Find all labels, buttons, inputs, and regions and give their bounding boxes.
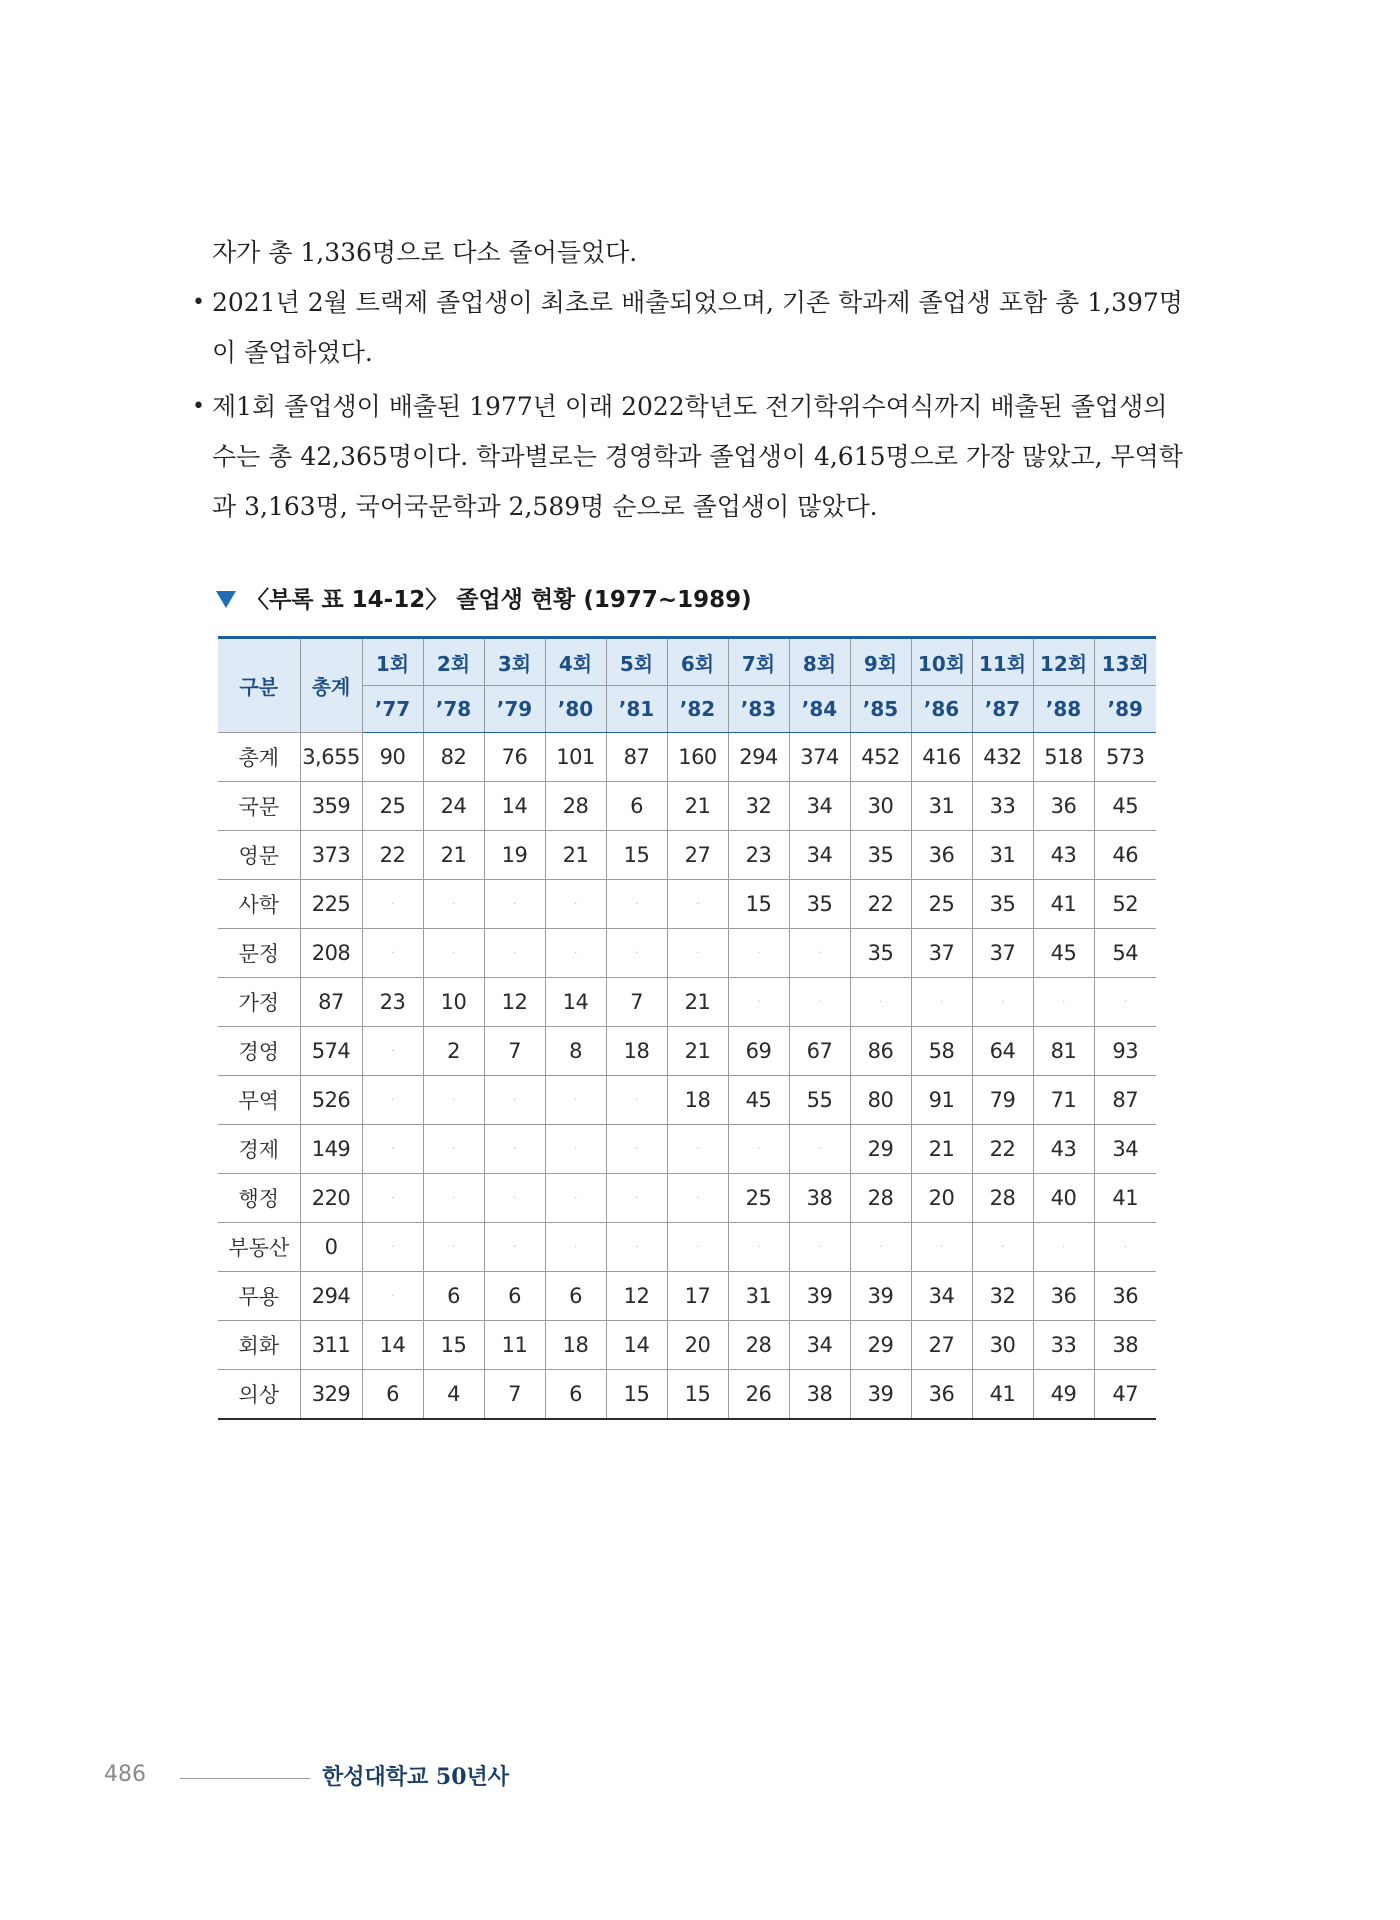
bullet-3-line-1: 제1회 졸업생이 배출된 1977년 이래 2022학년도 전기학위수여식까지 배출된 졸업생의 <box>212 392 1168 421</box>
table-cell: 6 <box>423 1272 484 1321</box>
table-cell: · <box>1094 978 1156 1027</box>
table-cell: 37 <box>911 929 972 978</box>
header-year: ’77 <box>362 686 423 733</box>
table-cell: · <box>850 978 911 1027</box>
header-year: ’87 <box>972 686 1033 733</box>
table-cell: 45 <box>1094 782 1156 831</box>
table-cell: 34 <box>1094 1125 1156 1174</box>
table-cell: 294 <box>728 733 789 782</box>
table-cell: 21 <box>423 831 484 880</box>
book-title: 한성대학교 50년사 <box>322 1764 510 1790</box>
table-cell: 10 <box>423 978 484 1027</box>
table-cell: · <box>728 929 789 978</box>
table-cell: 67 <box>789 1027 850 1076</box>
bullet-paragraph-2 <box>192 278 1183 378</box>
table-cell: 86 <box>850 1027 911 1076</box>
row-total: 208 <box>300 929 362 978</box>
table-cell: · <box>545 1076 606 1125</box>
table-row <box>218 1174 1156 1223</box>
header-year: ’79 <box>484 686 545 733</box>
table-cell: · <box>423 1076 484 1125</box>
table-cell: 64 <box>972 1027 1033 1076</box>
table-cell: · <box>362 1272 423 1321</box>
row-total: 87 <box>300 978 362 1027</box>
table-cell: 6 <box>362 1370 423 1420</box>
row-total: 220 <box>300 1174 362 1223</box>
table-cell: 41 <box>1033 880 1094 929</box>
table-cell: 35 <box>789 880 850 929</box>
row-label: 의상 <box>218 1370 300 1420</box>
table-cell: · <box>362 880 423 929</box>
row-label: 총계 <box>218 733 300 782</box>
header-row-sessions <box>218 638 1156 686</box>
table-cell: 15 <box>728 880 789 929</box>
table-row <box>218 929 1156 978</box>
table-cell: 15 <box>606 1370 667 1420</box>
table-cell: 71 <box>1033 1076 1094 1125</box>
table-cell: · <box>362 1174 423 1223</box>
table-cell: 32 <box>728 782 789 831</box>
header-year: ’88 <box>1033 686 1094 733</box>
table-cell: 2 <box>423 1027 484 1076</box>
table-cell: · <box>423 1174 484 1223</box>
row-label: 경영 <box>218 1027 300 1076</box>
table-cell: · <box>484 1125 545 1174</box>
table-cell: 18 <box>667 1076 728 1125</box>
table-cell: 432 <box>972 733 1033 782</box>
header-year: ’80 <box>545 686 606 733</box>
table-cell: · <box>1094 1223 1156 1272</box>
table-cell: 49 <box>1033 1370 1094 1420</box>
table-cell: 79 <box>972 1076 1033 1125</box>
table-cell: 31 <box>972 831 1033 880</box>
table-cell: · <box>606 1125 667 1174</box>
table-cell: · <box>667 929 728 978</box>
table-cell: · <box>362 1027 423 1076</box>
footer-divider <box>180 1778 310 1779</box>
bullet-3-line-2: 수는 총 42,365명이다. 학과별로는 경영학과 졸업생이 4,615명으로 가장 많았고, 무역학 <box>212 442 1183 471</box>
header-session: 11회 <box>972 638 1033 686</box>
page-number: 486 <box>104 1762 146 1787</box>
row-label: 사학 <box>218 880 300 929</box>
table-cell: 30 <box>972 1321 1033 1370</box>
table-cell: 39 <box>789 1272 850 1321</box>
row-label: 무용 <box>218 1272 300 1321</box>
table-cell: · <box>972 978 1033 1027</box>
table-cell: 14 <box>484 782 545 831</box>
table-cell: 37 <box>972 929 1033 978</box>
header-session: 9회 <box>850 638 911 686</box>
row-total: 311 <box>300 1321 362 1370</box>
table-cell: 374 <box>789 733 850 782</box>
table-row <box>218 1076 1156 1125</box>
table-cell: 21 <box>667 978 728 1027</box>
row-total: 0 <box>300 1223 362 1272</box>
table-cell: · <box>789 1223 850 1272</box>
row-label: 회화 <box>218 1321 300 1370</box>
table-cell: 28 <box>972 1174 1033 1223</box>
table-cell: 15 <box>667 1370 728 1420</box>
header-total: 총계 <box>300 638 362 733</box>
table-cell: 101 <box>545 733 606 782</box>
row-total: 359 <box>300 782 362 831</box>
table-cell: 90 <box>362 733 423 782</box>
table-cell: · <box>728 1125 789 1174</box>
table-cell: 23 <box>728 831 789 880</box>
table-row <box>218 1272 1156 1321</box>
table-cell: 21 <box>911 1125 972 1174</box>
table-cell: · <box>423 1223 484 1272</box>
row-total: 3,655 <box>300 733 362 782</box>
table-cell: 7 <box>484 1027 545 1076</box>
table-cell: · <box>789 929 850 978</box>
table-cell: 43 <box>1033 831 1094 880</box>
header-group: 구분 <box>218 638 300 733</box>
table-cell: 45 <box>728 1076 789 1125</box>
table-row <box>218 978 1156 1027</box>
table-body <box>218 733 1156 1420</box>
table-row <box>218 1027 1156 1076</box>
table-cell: 34 <box>911 1272 972 1321</box>
table-cell: 76 <box>484 733 545 782</box>
header-session: 6회 <box>667 638 728 686</box>
table-cell: · <box>484 929 545 978</box>
header-session: 4회 <box>545 638 606 686</box>
table-cell: 34 <box>789 1321 850 1370</box>
table-cell: · <box>606 1223 667 1272</box>
table-cell: 91 <box>911 1076 972 1125</box>
table-cell: · <box>545 1125 606 1174</box>
table-cell: · <box>484 880 545 929</box>
table-cell: 18 <box>545 1321 606 1370</box>
table-cell: 93 <box>1094 1027 1156 1076</box>
text-line <box>192 382 1168 432</box>
table-cell: 52 <box>1094 880 1156 929</box>
table-cell: 25 <box>362 782 423 831</box>
table-cell: 19 <box>484 831 545 880</box>
table-cell: 23 <box>362 978 423 1027</box>
table-cell: · <box>728 978 789 1027</box>
table-cell: · <box>423 1125 484 1174</box>
table-cell: 41 <box>1094 1174 1156 1223</box>
table-cell: 21 <box>667 782 728 831</box>
table-cell: · <box>545 929 606 978</box>
table-cell: · <box>667 1174 728 1223</box>
table-cell: 518 <box>1033 733 1094 782</box>
table-cell: 81 <box>1033 1027 1094 1076</box>
table-cell: 87 <box>606 733 667 782</box>
row-label: 무역 <box>218 1076 300 1125</box>
table-cell: 29 <box>850 1321 911 1370</box>
table-cell: 82 <box>423 733 484 782</box>
header-year: ’83 <box>728 686 789 733</box>
row-total: 526 <box>300 1076 362 1125</box>
table-cell: 12 <box>484 978 545 1027</box>
table-cell: 7 <box>606 978 667 1027</box>
table-cell: · <box>606 929 667 978</box>
table-cell: 17 <box>667 1272 728 1321</box>
table-cell: 69 <box>728 1027 789 1076</box>
table-cell: 22 <box>972 1125 1033 1174</box>
table-cell: 54 <box>1094 929 1156 978</box>
row-label: 영문 <box>218 831 300 880</box>
table-cell: · <box>789 1125 850 1174</box>
table-cell: · <box>423 929 484 978</box>
table-cell: 18 <box>606 1027 667 1076</box>
table-cell: 33 <box>972 782 1033 831</box>
text-line <box>192 278 1183 328</box>
bullet-2-line-1: 2021년 2월 트랙제 졸업생이 최초로 배출되었으며, 기존 학과제 졸업생 포함 총 1,397명 <box>212 288 1183 317</box>
row-total: 574 <box>300 1027 362 1076</box>
table-cell: 30 <box>850 782 911 831</box>
header-year: ’82 <box>667 686 728 733</box>
table-cell: 41 <box>972 1370 1033 1420</box>
table-cell: · <box>1033 978 1094 1027</box>
graduates-table <box>218 636 1156 1420</box>
header-year: ’81 <box>606 686 667 733</box>
row-label: 가정 <box>218 978 300 1027</box>
table-cell: · <box>362 1223 423 1272</box>
table-cell: 21 <box>545 831 606 880</box>
table-cell: 35 <box>850 929 911 978</box>
bullet-icon: • <box>192 394 205 419</box>
header-session: 2회 <box>423 638 484 686</box>
table-cell: 45 <box>1033 929 1094 978</box>
table-cell: 6 <box>545 1272 606 1321</box>
table-cell: 26 <box>728 1370 789 1420</box>
table-cell: 28 <box>850 1174 911 1223</box>
table-cell: 15 <box>423 1321 484 1370</box>
table-cell: 22 <box>850 880 911 929</box>
table-cell: 38 <box>789 1174 850 1223</box>
table-cell: 58 <box>911 1027 972 1076</box>
table-row <box>218 1223 1156 1272</box>
table-cell: 34 <box>789 831 850 880</box>
body-text <box>212 228 1162 278</box>
table-cell: 36 <box>1094 1272 1156 1321</box>
table-cell: 33 <box>1033 1321 1094 1370</box>
table-cell: · <box>850 1223 911 1272</box>
row-label: 행정 <box>218 1174 300 1223</box>
row-label: 경제 <box>218 1125 300 1174</box>
header-session: 3회 <box>484 638 545 686</box>
table-cell: 20 <box>911 1174 972 1223</box>
table-cell: 15 <box>606 831 667 880</box>
table-cell: · <box>667 1223 728 1272</box>
table-cell: 28 <box>728 1321 789 1370</box>
table-cell: 6 <box>606 782 667 831</box>
table-cell: 25 <box>728 1174 789 1223</box>
table-cell: 573 <box>1094 733 1156 782</box>
table-row <box>218 782 1156 831</box>
table-cell: 160 <box>667 733 728 782</box>
table-row <box>218 733 1156 782</box>
bullet-3-line-3: 과 3,163명, 국어국문학과 2,589명 순으로 졸업생이 많았다. <box>212 492 878 521</box>
table-cell: · <box>362 929 423 978</box>
table-cell: · <box>423 880 484 929</box>
table-cell: 6 <box>484 1272 545 1321</box>
table-cell: 25 <box>911 880 972 929</box>
header-session: 8회 <box>789 638 850 686</box>
table-cell: 39 <box>850 1272 911 1321</box>
header-session: 13회 <box>1094 638 1156 686</box>
table-cell: 24 <box>423 782 484 831</box>
table-cell: 29 <box>850 1125 911 1174</box>
table-cell: 38 <box>789 1370 850 1420</box>
table-cell: · <box>667 1125 728 1174</box>
table-row <box>218 1370 1156 1420</box>
table-cell: 11 <box>484 1321 545 1370</box>
header-session: 10회 <box>911 638 972 686</box>
row-label: 국문 <box>218 782 300 831</box>
table-cell: · <box>545 880 606 929</box>
table-cell: · <box>972 1223 1033 1272</box>
bullet-2-line-2: 이 졸업하였다. <box>212 338 373 367</box>
table-title <box>216 580 752 620</box>
table-cell: 28 <box>545 782 606 831</box>
header-year: ’85 <box>850 686 911 733</box>
text-line-1: 자가 총 1,336명으로 다소 줄어들었다. <box>212 238 638 267</box>
table-cell: 31 <box>911 782 972 831</box>
table-cell: 36 <box>911 1370 972 1420</box>
row-total: 294 <box>300 1272 362 1321</box>
table-row <box>218 1125 1156 1174</box>
table-cell: 47 <box>1094 1370 1156 1420</box>
table-cell: 36 <box>1033 782 1094 831</box>
table-cell: 452 <box>850 733 911 782</box>
table-cell: · <box>1033 1223 1094 1272</box>
table-cell: · <box>545 1223 606 1272</box>
header-session: 5회 <box>606 638 667 686</box>
header-session: 12회 <box>1033 638 1094 686</box>
bullet-icon: • <box>192 290 205 315</box>
table-cell: 38 <box>1094 1321 1156 1370</box>
table-cell: 39 <box>850 1370 911 1420</box>
table-cell: · <box>362 1076 423 1125</box>
table-row <box>218 880 1156 929</box>
table-cell: · <box>484 1223 545 1272</box>
table-row <box>218 1321 1156 1370</box>
table-cell: 21 <box>667 1027 728 1076</box>
table-cell: 20 <box>667 1321 728 1370</box>
table-cell: 55 <box>789 1076 850 1125</box>
table-cell: 35 <box>972 880 1033 929</box>
row-total: 225 <box>300 880 362 929</box>
table-cell: · <box>606 1076 667 1125</box>
table-cell: 36 <box>911 831 972 880</box>
table-cell: 40 <box>1033 1174 1094 1223</box>
header-year: ’78 <box>423 686 484 733</box>
table-cell: · <box>911 978 972 1027</box>
row-total: 329 <box>300 1370 362 1420</box>
header-year: ’84 <box>789 686 850 733</box>
header-year: ’89 <box>1094 686 1156 733</box>
header-session: 7회 <box>728 638 789 686</box>
table-cell: 35 <box>850 831 911 880</box>
table-row <box>218 831 1156 880</box>
row-label: 부동산 <box>218 1223 300 1272</box>
table-cell: · <box>728 1223 789 1272</box>
table-cell: 36 <box>1033 1272 1094 1321</box>
bullet-paragraph-3 <box>192 382 1183 532</box>
table-cell: · <box>667 880 728 929</box>
table-cell: 14 <box>362 1321 423 1370</box>
table-cell: · <box>606 880 667 929</box>
table-cell: 4 <box>423 1370 484 1420</box>
row-label: 문정 <box>218 929 300 978</box>
table-cell: 43 <box>1033 1125 1094 1174</box>
table-cell: 31 <box>728 1272 789 1321</box>
table-title-text: 〈부록 표 14-12〉 졸업생 현황 (1977~1989) <box>246 587 752 613</box>
table-cell: · <box>545 1174 606 1223</box>
header-year: ’86 <box>911 686 972 733</box>
table-cell: 416 <box>911 733 972 782</box>
table-cell: 6 <box>545 1370 606 1420</box>
table-cell: 46 <box>1094 831 1156 880</box>
table-cell: 7 <box>484 1370 545 1420</box>
table-cell: · <box>362 1125 423 1174</box>
table-cell: 34 <box>789 782 850 831</box>
table-cell: 80 <box>850 1076 911 1125</box>
header-session: 1회 <box>362 638 423 686</box>
table-cell: · <box>606 1174 667 1223</box>
triangle-down-icon <box>216 591 236 608</box>
table-cell: 8 <box>545 1027 606 1076</box>
table-cell: 22 <box>362 831 423 880</box>
table-cell: 14 <box>606 1321 667 1370</box>
table-cell: 32 <box>972 1272 1033 1321</box>
table-cell: 27 <box>911 1321 972 1370</box>
table-cell: 87 <box>1094 1076 1156 1125</box>
row-total: 373 <box>300 831 362 880</box>
row-total: 149 <box>300 1125 362 1174</box>
table-cell: 27 <box>667 831 728 880</box>
table-cell: 14 <box>545 978 606 1027</box>
table-cell: · <box>789 978 850 1027</box>
table-cell: · <box>484 1076 545 1125</box>
table-cell: · <box>911 1223 972 1272</box>
table-cell: · <box>484 1174 545 1223</box>
table-cell: 12 <box>606 1272 667 1321</box>
